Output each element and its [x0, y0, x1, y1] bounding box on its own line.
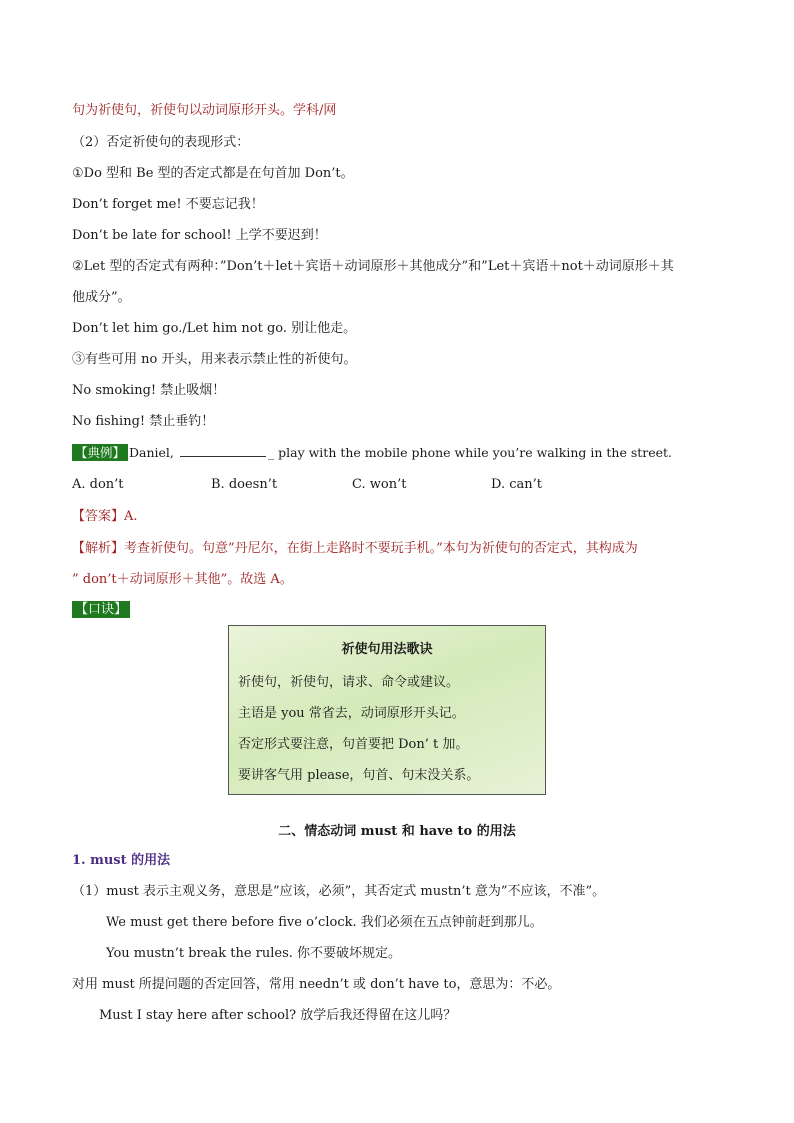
analysis-text-2: ” don’t＋动词原形＋其他”。故选 A。 [72, 572, 293, 587]
koujue-line [72, 601, 131, 619]
rhyme-line-4: 要讲客气用 please，句首、句末没关系。 [238, 768, 480, 783]
rule-1: ①Do 型和 Be 型的否定式都是在句首加 Don’t。 [72, 166, 354, 181]
example-3: Don’t let him go./Let him not go. 别让他走。 [72, 321, 357, 336]
option-d: D. can’t [491, 477, 542, 492]
rhyme-line-1: 祈使句，祈使句，请求、命令或建议。 [238, 675, 460, 690]
example-2: Don’t be late for school! 上学不要迟到！ [72, 228, 327, 243]
example-5: No fishing! 禁止垂钓！ [72, 414, 215, 429]
koujue-tag: 【口诀】 [72, 601, 130, 618]
must-negative-answer: 对用 must 所提问题的否定回答，常用 needn’t 或 don’t have to，意思为：不必。 [72, 977, 561, 992]
answer-tag: 【答案】 [72, 509, 125, 524]
subsection-must: 1. must 的用法 [72, 853, 171, 868]
rule-2-cont: 他成分”。 [72, 290, 131, 305]
must-rule: （1）must 表示主观义务，意思是”应该，必须”，其否定式 mustn’t 意为”不应该，不准”。 [72, 884, 606, 899]
example-question [72, 444, 672, 462]
answer-blank [180, 444, 266, 457]
option-c: C. won’t [352, 477, 407, 492]
rhyme-box [228, 625, 546, 795]
neg-forms-heading: （2）否定祈使句的表现形式： [72, 135, 250, 150]
example-1: Don’t forget me! 不要忘记我！ [72, 197, 264, 212]
must-example-1: We must get there before five o’clock. 我们必须在五点钟前赶到那儿。 [106, 915, 543, 930]
question-start: Daniel, [129, 445, 178, 460]
intro-line: 句为祈使句，祈使句以动词原形开头。学科/网 [72, 103, 337, 118]
option-a: A. don’t [72, 477, 124, 492]
answer-line [72, 508, 138, 526]
example-tag: 【典例】 [72, 444, 128, 461]
section-heading: 二、情态动词 must 和 have to 的用法 [278, 824, 516, 839]
must-example-2: You mustn’t break the rules. 你不要破坏规定。 [106, 946, 402, 961]
answer-text: A. [124, 509, 138, 524]
example-4: No smoking! 禁止吸烟！ [72, 383, 226, 398]
must-example-3: Must I stay here after school? 放学后我还得留在这儿吗？ [99, 1008, 457, 1023]
question-end: _ play with the mobile phone while you’re walking in the street. [267, 445, 673, 460]
rhyme-line-3: 否定形式要注意，句首要把 Don’ t 加。 [238, 737, 469, 752]
rhyme-title: 祈使句用法歌诀 [341, 642, 433, 657]
rhyme-line-2: 主语是 you 常省去，动词原形开头记。 [238, 706, 465, 721]
analysis-line [72, 540, 638, 558]
analysis-text-1: 考查祈使句。句意”丹尼尔，在街上走路时不要玩手机。”本句为祈使句的否定式，其构成为 [124, 541, 638, 556]
option-b: B. doesn’t [211, 477, 278, 492]
rule-2: ②Let 型的否定式有两种：”Don’t＋let＋宾语＋动词原形＋其他成分”和”Let＋宾语＋not＋动词原形＋其 [72, 259, 674, 274]
rule-3: ③有些可用 no 开头，用来表示禁止性的祈使句。 [72, 352, 357, 367]
analysis-tag: 【解析】 [72, 541, 125, 556]
